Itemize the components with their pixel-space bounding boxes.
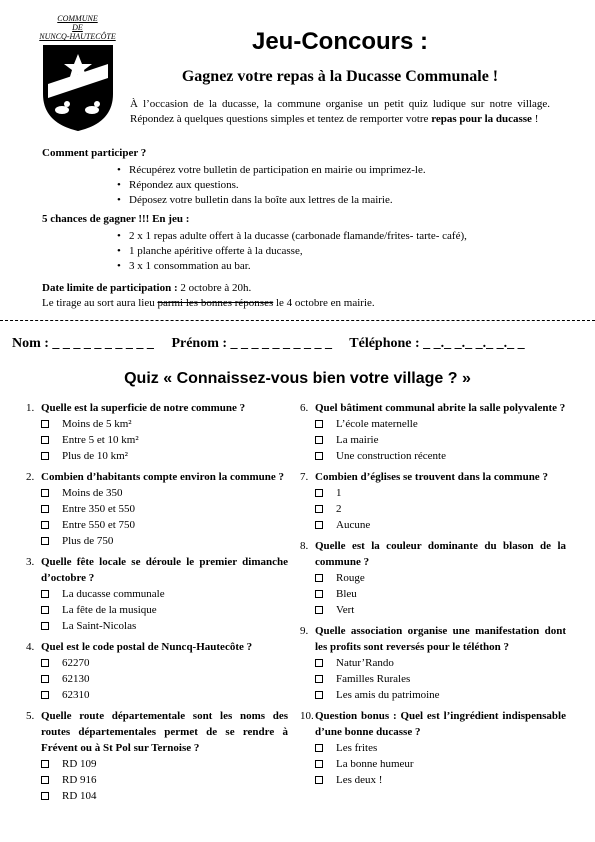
option-label: RD 109 bbox=[62, 758, 97, 770]
option-label: Moins de 5 km² bbox=[62, 418, 132, 430]
answer-option[interactable] bbox=[41, 655, 288, 671]
checkbox-icon[interactable] bbox=[41, 776, 49, 784]
checkbox-icon[interactable] bbox=[315, 691, 323, 699]
checkbox-icon[interactable] bbox=[41, 659, 49, 667]
logo-line-commune: COMMUNE bbox=[57, 14, 98, 23]
checkbox-icon[interactable] bbox=[315, 675, 323, 683]
answer-option[interactable] bbox=[41, 586, 288, 602]
participate-section bbox=[42, 146, 426, 208]
logo-line-de: DE bbox=[72, 23, 83, 32]
checkbox-icon[interactable] bbox=[41, 521, 49, 529]
checkbox-icon[interactable] bbox=[315, 744, 323, 752]
checkbox-icon[interactable] bbox=[315, 452, 323, 460]
question-number: 2. bbox=[26, 471, 35, 483]
answer-option[interactable] bbox=[315, 485, 566, 501]
quiz-question bbox=[300, 469, 566, 533]
list-item: • 3 x 1 consommation au bar. bbox=[117, 259, 467, 274]
checkbox-icon[interactable] bbox=[315, 420, 323, 428]
answer-option[interactable] bbox=[41, 788, 288, 804]
page-subtitle: Gagnez votre repas à la Ducasse Communale ! bbox=[181, 68, 499, 85]
logo-line-name: NUNCQ-HAUTECÔTE bbox=[39, 32, 116, 41]
draw-struck-text: parmi les bonnes réponses bbox=[157, 297, 274, 309]
answer-option[interactable] bbox=[41, 602, 288, 618]
option-label: Une construction récente bbox=[336, 450, 446, 462]
quiz-question bbox=[300, 623, 566, 703]
answer-option[interactable] bbox=[41, 485, 288, 501]
page-title: Jeu-Concours : bbox=[251, 28, 428, 55]
answer-option[interactable] bbox=[315, 655, 566, 671]
checkbox-icon[interactable] bbox=[41, 537, 49, 545]
quiz-column-right bbox=[300, 400, 566, 793]
checkbox-icon[interactable] bbox=[315, 760, 323, 768]
option-label: Moins de 350 bbox=[62, 487, 123, 499]
question-label: Combien d’habitants compte environ la commune ? bbox=[41, 471, 285, 483]
option-label: Les deux ! bbox=[336, 774, 383, 786]
question-text bbox=[300, 708, 566, 740]
question-number: 1. bbox=[26, 402, 35, 414]
checkbox-icon[interactable] bbox=[315, 606, 323, 614]
option-label: Bleu bbox=[336, 588, 357, 600]
question-text bbox=[300, 623, 566, 655]
answer-option[interactable] bbox=[315, 416, 566, 432]
option-label: La Saint-Nicolas bbox=[62, 620, 137, 632]
answer-option[interactable] bbox=[315, 772, 566, 788]
quiz-question bbox=[26, 554, 288, 634]
checkbox-icon[interactable] bbox=[315, 436, 323, 444]
intro-end: ! bbox=[531, 113, 539, 125]
commune-logo bbox=[30, 14, 125, 137]
option-label: Rouge bbox=[336, 572, 365, 584]
prizes-heading: 5 chances de gagner !!! En jeu : bbox=[42, 213, 190, 225]
question-label: Quelle est la superficie de notre commune ? bbox=[41, 402, 246, 414]
quiz-question bbox=[300, 400, 566, 464]
checkbox-icon[interactable] bbox=[41, 606, 49, 614]
quiz-question bbox=[300, 538, 566, 618]
answer-option[interactable] bbox=[315, 687, 566, 703]
checkbox-icon[interactable] bbox=[41, 622, 49, 630]
question-number: 7. bbox=[300, 471, 309, 483]
list-item: • 2 x 1 repas adulte offert à la ducasse (carbonade flamande/frites- tarte- café), bbox=[117, 229, 467, 244]
intro-bold: repas pour la ducasse bbox=[431, 113, 532, 125]
draw-text: Le tirage au sort aura lieu bbox=[42, 297, 158, 309]
option-label: La ducasse communale bbox=[62, 588, 165, 600]
deadline-label: Date limite de participation : bbox=[42, 282, 178, 294]
question-text bbox=[300, 538, 566, 570]
answer-option[interactable] bbox=[41, 687, 288, 703]
checkbox-icon[interactable] bbox=[41, 792, 49, 800]
checkbox-icon[interactable] bbox=[41, 436, 49, 444]
option-label: Les amis du patrimoine bbox=[336, 689, 440, 701]
answer-option[interactable] bbox=[41, 756, 288, 772]
answer-option[interactable] bbox=[315, 432, 566, 448]
option-label: La bonne humeur bbox=[336, 758, 414, 770]
question-label: Quelle association organise une manifestation dont les profits sont reversés pour le téléthon ? bbox=[315, 625, 566, 653]
question-text bbox=[300, 469, 566, 485]
prenom-field[interactable]: Prénom : _ _ _ _ _ _ _ _ _ _ bbox=[171, 336, 333, 351]
option-label: Les frites bbox=[336, 742, 378, 754]
question-number: 10. bbox=[300, 710, 314, 722]
answer-option[interactable] bbox=[315, 570, 566, 586]
question-label: Quel bâtiment communal abrite la salle polyvalente ? bbox=[315, 402, 566, 414]
question-text bbox=[26, 469, 288, 485]
option-label: La fête de la musique bbox=[62, 604, 157, 616]
answer-option[interactable] bbox=[41, 517, 288, 533]
checkbox-icon[interactable] bbox=[315, 776, 323, 784]
intro-text: À l’occasion de la ducasse, la commune organise un petit quiz ludique sur notre village. Répondez à quelques questions simples et tentez de remporter votre bbox=[130, 98, 550, 125]
question-text bbox=[26, 400, 288, 416]
option-label: Plus de 10 km² bbox=[62, 450, 128, 462]
question-number: 3. bbox=[26, 556, 35, 568]
question-number: 4. bbox=[26, 641, 35, 653]
quiz-question bbox=[300, 708, 566, 788]
question-label: Quelle est la couleur dominante du blason de la commune ? bbox=[315, 540, 566, 568]
option-label: Vert bbox=[336, 604, 355, 616]
list-item: • 1 planche apéritive offerte à la ducasse, bbox=[117, 244, 467, 259]
option-label: 62310 bbox=[62, 689, 90, 701]
answer-option[interactable] bbox=[315, 501, 566, 517]
list-item: • Récupérez votre bulletin de participation en mairie ou imprimez-le. bbox=[117, 163, 426, 178]
participate-heading: Comment participer ? bbox=[42, 147, 147, 159]
checkbox-icon[interactable] bbox=[41, 675, 49, 683]
quiz-question bbox=[26, 469, 288, 549]
participant-form bbox=[12, 336, 587, 352]
answer-option[interactable] bbox=[315, 756, 566, 772]
question-number: 5. bbox=[26, 710, 35, 722]
deadline-value: 2 octobre à 20h. bbox=[177, 282, 252, 294]
draw-end-text: le 4 octobre en mairie. bbox=[273, 297, 375, 309]
option-label: 1 bbox=[336, 487, 342, 499]
option-label: 2 bbox=[336, 503, 342, 515]
answer-option[interactable] bbox=[315, 448, 566, 464]
option-label: Familles Rurales bbox=[336, 673, 411, 685]
checkbox-icon[interactable] bbox=[41, 489, 49, 497]
cut-line bbox=[0, 320, 595, 321]
question-number: 6. bbox=[300, 402, 309, 414]
answer-option[interactable] bbox=[41, 772, 288, 788]
answer-option[interactable] bbox=[41, 432, 288, 448]
prizes-section bbox=[42, 212, 467, 274]
nom-field[interactable]: Nom : _ _ _ _ _ _ _ _ _ _ bbox=[12, 336, 154, 351]
question-text bbox=[300, 400, 566, 416]
checkbox-icon[interactable] bbox=[41, 505, 49, 513]
quiz-question bbox=[26, 639, 288, 703]
intro-paragraph bbox=[130, 97, 550, 127]
checkbox-icon[interactable] bbox=[41, 420, 49, 428]
deadline-section bbox=[42, 281, 375, 311]
answer-option[interactable] bbox=[41, 501, 288, 517]
question-label: Question bonus : Quel est l’ingrédient indispensable d’une bonne ducasse ? bbox=[315, 710, 566, 738]
question-label: Quelle fête locale se déroule le premier dimanche d’octobre ? bbox=[41, 556, 288, 584]
quiz-title: Quiz « Connaissez-vous bien votre village ? » bbox=[124, 370, 471, 387]
answer-option[interactable] bbox=[41, 671, 288, 687]
checkbox-icon[interactable] bbox=[315, 489, 323, 497]
option-label: Natur’Rando bbox=[336, 657, 394, 669]
checkbox-icon[interactable] bbox=[315, 659, 323, 667]
question-label: Quel est le code postal de Nuncq-Hautecôte ? bbox=[41, 641, 253, 653]
answer-option[interactable] bbox=[41, 618, 288, 634]
option-label: La mairie bbox=[336, 434, 379, 446]
answer-option[interactable] bbox=[315, 586, 566, 602]
checkbox-icon[interactable] bbox=[41, 760, 49, 768]
checkbox-icon[interactable] bbox=[315, 521, 323, 529]
coat-of-arms-icon bbox=[42, 44, 114, 132]
question-text bbox=[26, 708, 288, 756]
answer-option[interactable] bbox=[315, 671, 566, 687]
option-label: Entre 550 et 750 bbox=[62, 519, 136, 531]
answer-option[interactable] bbox=[315, 602, 566, 618]
checkbox-icon[interactable] bbox=[41, 590, 49, 598]
quiz-column-left bbox=[26, 400, 288, 809]
question-label: Combien d’églises se trouvent dans la commune ? bbox=[315, 471, 548, 483]
option-label: Entre 5 et 10 km² bbox=[62, 434, 139, 446]
question-label: Quelle route départementale sont les noms des routes départementales permet de se rendre à Frévent ou à St Pol sur Ternoise ? bbox=[41, 710, 288, 754]
answer-option[interactable] bbox=[41, 533, 288, 549]
option-label: 62270 bbox=[62, 657, 90, 669]
quiz-question bbox=[26, 400, 288, 464]
checkbox-icon[interactable] bbox=[315, 590, 323, 598]
option-label: L’école maternelle bbox=[336, 418, 418, 430]
option-label: RD 916 bbox=[62, 774, 97, 786]
answer-option[interactable] bbox=[315, 517, 566, 533]
checkbox-icon[interactable] bbox=[41, 691, 49, 699]
option-label: 62130 bbox=[62, 673, 90, 685]
option-label: Plus de 750 bbox=[62, 535, 114, 547]
option-label: RD 104 bbox=[62, 790, 97, 802]
question-text bbox=[26, 639, 288, 655]
question-number: 8. bbox=[300, 540, 309, 552]
answer-option[interactable] bbox=[315, 740, 566, 756]
checkbox-icon[interactable] bbox=[41, 452, 49, 460]
list-item: • Répondez aux questions. bbox=[117, 178, 426, 193]
answer-option[interactable] bbox=[41, 416, 288, 432]
answer-option[interactable] bbox=[41, 448, 288, 464]
checkbox-icon[interactable] bbox=[315, 574, 323, 582]
question-text bbox=[26, 554, 288, 586]
checkbox-icon[interactable] bbox=[315, 505, 323, 513]
list-item: • Déposez votre bulletin dans la boîte aux lettres de la mairie. bbox=[117, 193, 426, 208]
option-label: Entre 350 et 550 bbox=[62, 503, 136, 515]
question-number: 9. bbox=[300, 625, 309, 637]
telephone-field[interactable]: Téléphone : _ _._ _._ _._ _._ _ bbox=[349, 336, 525, 351]
quiz-question bbox=[26, 708, 288, 804]
option-label: Aucune bbox=[336, 519, 371, 531]
